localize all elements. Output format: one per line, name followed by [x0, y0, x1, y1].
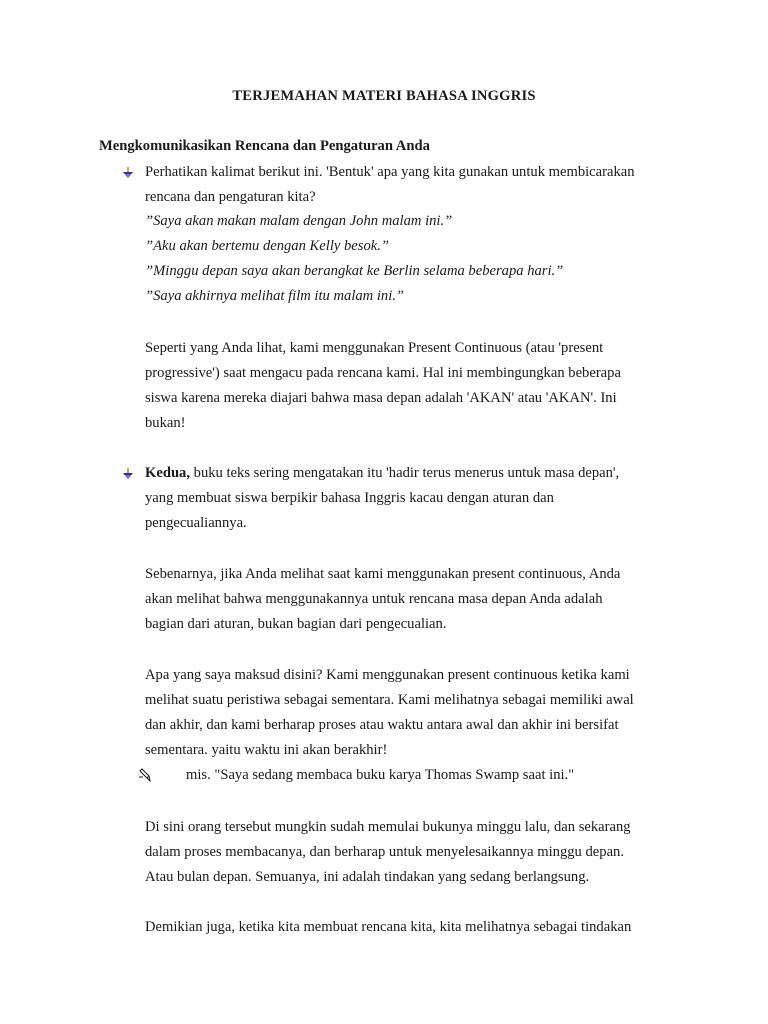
bullet2-line3: pengecualiannya. — [145, 515, 247, 531]
paragraph-line: siswa karena mereka diajari bahwa masa depan adalah 'AKAN' atau 'AKAN'. Ini — [145, 390, 617, 406]
page-title: TERJEMAHAN MATERI BAHASA INGGRIS — [232, 88, 536, 104]
paragraph-line: bagian dari aturan, bukan bagian dari pengecualian. — [145, 616, 447, 632]
paragraph-line: Demikian juga, ketika kita membuat rencana kita, kita melihatnya sebagai tindakan — [145, 919, 632, 935]
example-sentence: ”Saya akhirnya melihat film itu malam ini.” — [145, 288, 405, 304]
bullet2-line2: yang membuat siswa berpikir bahasa Inggris kacau dengan aturan dan — [145, 490, 554, 506]
paragraph-line: Seperti yang Anda lihat, kami menggunakan Present Continuous (atau 'present — [145, 340, 604, 356]
bullet1-line1: Perhatikan kalimat berikut ini. 'Bentuk' apa yang kita gunakan untuk membicarakan — [145, 164, 635, 180]
paragraph-line: Atau bulan depan. Semuanya, ini adalah tindakan yang sedang berlangsung. — [145, 869, 590, 885]
section-heading: Mengkomunikasikan Rencana dan Pengaturan Anda — [99, 138, 430, 154]
paragraph-line: dalam proses membacanya, dan berharap untuk menyelesaikannya minggu depan. — [145, 844, 624, 860]
bullet2-line1-rest: buku teks sering mengatakan itu 'hadir terus menerus untuk masa depan', — [190, 465, 620, 481]
paragraph-line: Di sini orang tersebut mungkin sudah memulai bukunya minggu lalu, dan sekarang — [145, 819, 631, 835]
bullet2-line1 — [145, 464, 619, 482]
paragraph-line: akan melihat bahwa menggunakannya untuk rencana masa depan Anda adalah — [145, 591, 603, 607]
paragraph-line: progressive') saat mengacu pada rencana kami. Hal ini membingungkan beberapa — [145, 365, 621, 381]
arrow-bullet-icon — [121, 467, 135, 481]
paragraph-line: Sebenarnya, jika Anda melihat saat kami menggunakan present continuous, Anda — [145, 566, 621, 582]
arrow-bullet-icon — [121, 166, 135, 180]
example-note: mis. "Saya sedang membaca buku karya Thomas Swamp saat ini." — [186, 767, 575, 783]
example-sentence: ”Saya akan makan malam dengan John malam ini.” — [145, 213, 453, 229]
bold-lead: Kedua, — [145, 465, 191, 481]
bullet1-line2: rencana dan pengaturan kita? — [145, 189, 316, 205]
example-sentence: ”Aku akan bertemu dengan Kelly besok.” — [145, 238, 389, 254]
paragraph-line: sementara. yaitu waktu ini akan berakhir! — [145, 742, 388, 758]
paragraph-line: dan akhir, dan kami berharap proses atau waktu antara awal dan akhir ini bersifat — [145, 717, 619, 733]
writing-hand-icon — [138, 768, 152, 782]
paragraph-line: bukan! — [145, 415, 186, 431]
paragraph-line: melihat suatu peristiwa sebagai sementara. Kami melihatnya sebagai memiliki awal — [145, 692, 634, 708]
paragraph-line: Apa yang saya maksud disini? Kami menggunakan present continuous ketika kami — [145, 667, 630, 683]
example-sentence: ”Minggu depan saya akan berangkat ke Berlin selama beberapa hari.” — [145, 263, 564, 279]
